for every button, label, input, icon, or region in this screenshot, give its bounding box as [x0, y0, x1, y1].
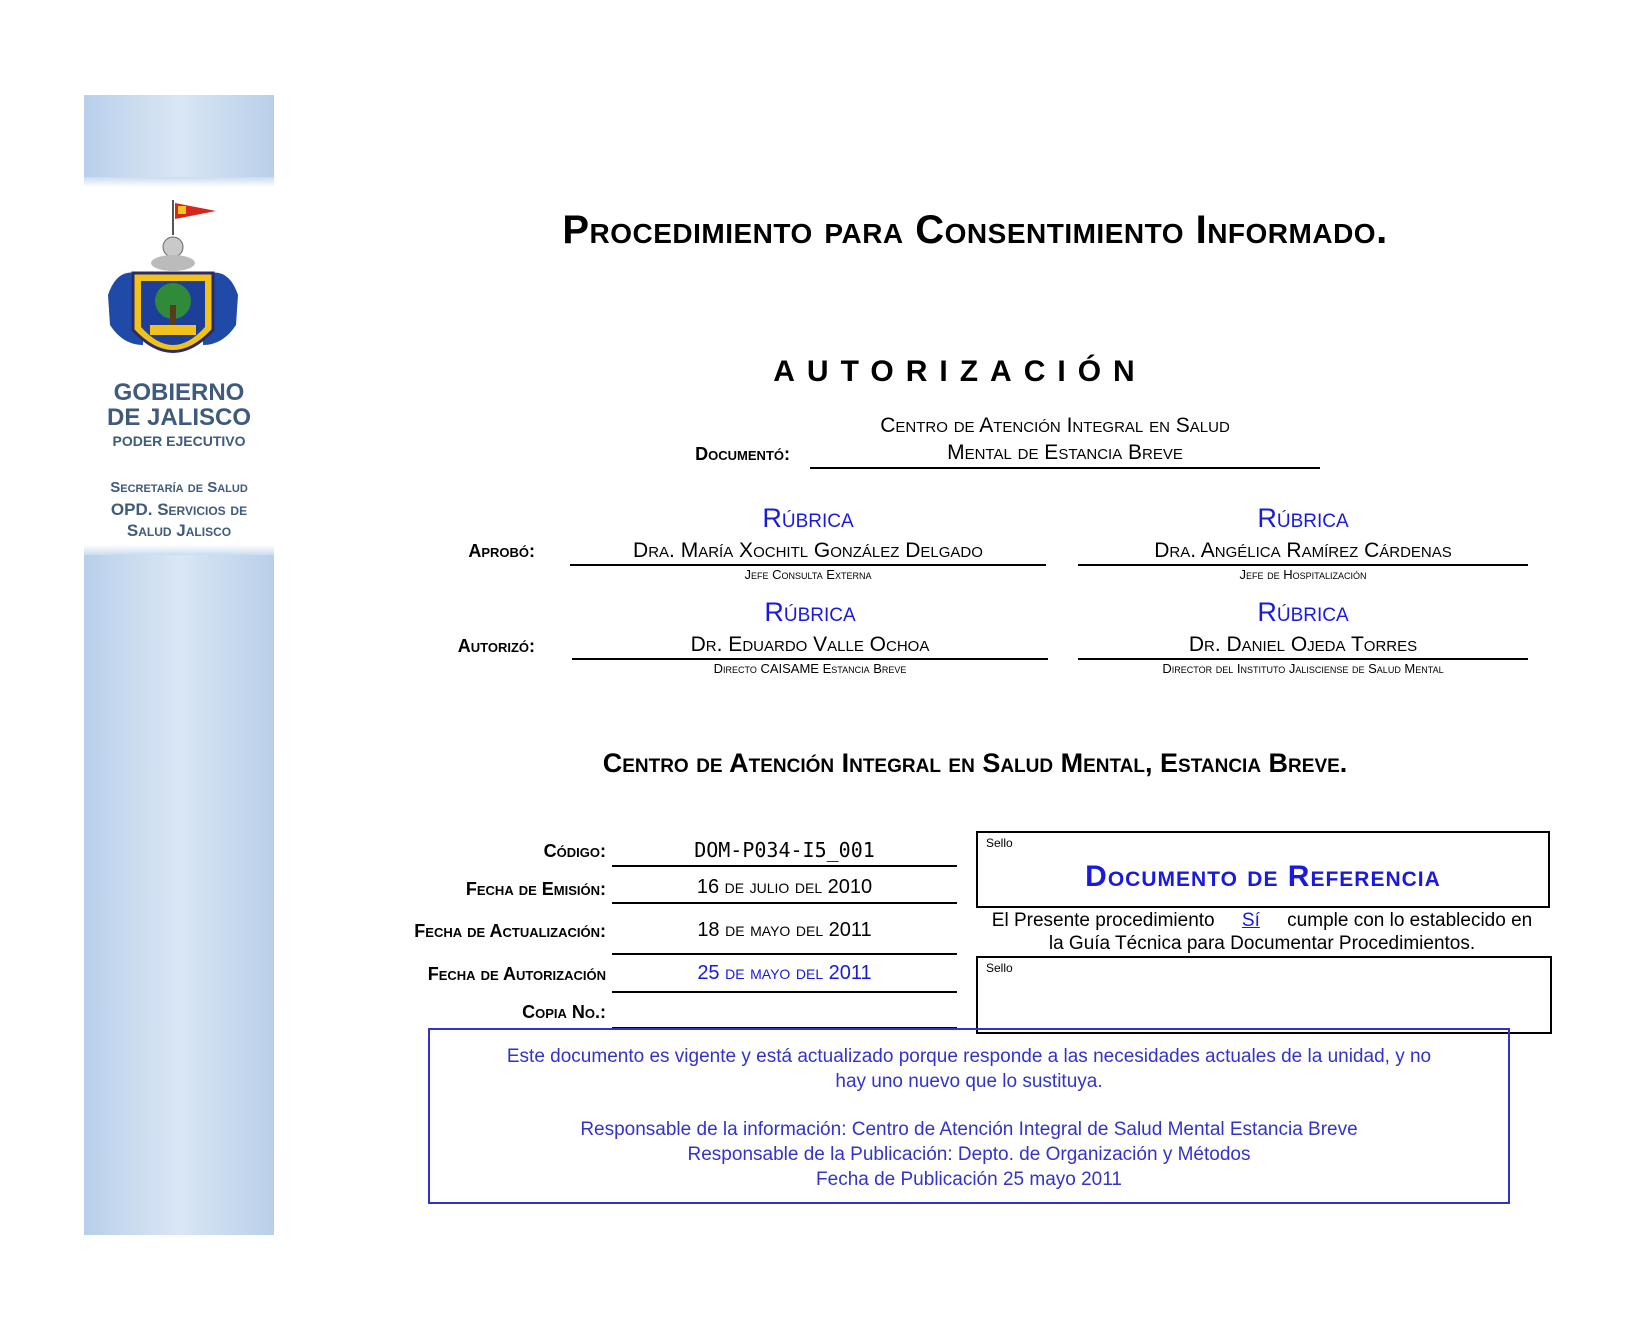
sello-label-bottom: Sello — [986, 961, 1013, 975]
copia-label: Copia No.: — [522, 1002, 606, 1022]
copia-value-line — [612, 1000, 957, 1029]
aprobo-label: Aprobó: — [468, 541, 535, 561]
secretaria-line2: OPD. Servicios de — [110, 500, 248, 519]
emision-value: 16 de julio del 2010 — [612, 876, 957, 904]
statement-line2: la Guía Técnica para Documentar Procedimientos. — [1048, 933, 1476, 954]
autorizo-left-role: Directo CAISAME Estancia Breve — [713, 661, 907, 676]
statement-before: El Presente procedimiento — [991, 910, 1215, 931]
document-title: Procedimiento para Consentimiento Informado. — [562, 208, 1388, 252]
documento-line2: Mental de Estancia Breve — [810, 441, 1320, 469]
autorizo-right-role: Director del Instituto Jalisciense de Salud Mental — [1162, 661, 1444, 676]
coat-of-arms-logo — [98, 195, 248, 375]
rubrica-autorizo-right: Rúbrica — [1257, 597, 1349, 627]
secretaria-line3: Salud Jalisco — [126, 521, 232, 540]
secretaria-line1: Secretaría de Salud — [110, 479, 248, 496]
actualizacion-label: Fecha de Actualización: — [414, 921, 606, 941]
sello-box-bottom — [976, 956, 1552, 1034]
sidebar-top-band — [84, 95, 274, 177]
sidebar-bottom-band — [84, 555, 274, 1235]
rubrica-aprobo-right: Rúbrica — [1257, 503, 1349, 533]
autorizacion-value: 25 de mayo del 2011 — [612, 962, 957, 993]
documento-label: Documentó: — [695, 444, 790, 464]
note-line5: Fecha de Publicación 25 mayo 2011 — [816, 1169, 1122, 1190]
authorization-heading: AUTORIZACIÓN — [773, 355, 1147, 388]
autorizo-label: Autorizó: — [457, 636, 535, 656]
note-line4: Responsable de la Publicación: Depto. de Organización y Métodos — [687, 1144, 1251, 1165]
aprobo-left-name: Dra. María Xochitl González Delgado — [570, 539, 1046, 566]
reference-stamp-box — [976, 831, 1550, 908]
note-line2: hay uno nuevo que lo sustituya. — [835, 1071, 1103, 1092]
rubrica-aprobo-left: Rúbrica — [762, 503, 854, 533]
autorizacion-label: Fecha de Autorización — [427, 964, 606, 984]
actualizacion-value: 18 de mayo del 2011 — [612, 919, 957, 955]
gov-name-line2: DE JALISCO — [106, 404, 252, 431]
autorizo-right-name: Dr. Daniel Ojeda Torres — [1078, 633, 1528, 660]
aprobo-right-name: Dra. Angélica Ramírez Cárdenas — [1078, 539, 1528, 566]
sidebar-fade-top — [84, 177, 274, 187]
documento-line1: Centro de Atención Integral en Salud — [880, 414, 1230, 437]
gov-name-line3: PODER EJECUTIVO — [112, 433, 246, 449]
statement-after: cumple con lo establecido en — [1287, 910, 1533, 931]
emision-label: Fecha de Emisión: — [465, 879, 606, 899]
note-line3: Responsable de la información: Centro de Atención Integral de Salud Mental Estancia Breve — [580, 1119, 1358, 1140]
center-title: Centro de Atención Integral en Salud Mental, Estancia Breve. — [602, 748, 1348, 778]
autorizo-left-name: Dr. Eduardo Valle Ochoa — [572, 633, 1048, 660]
statement-value: Sí — [1241, 910, 1260, 931]
gov-name-line1: GOBIERNO — [113, 379, 245, 406]
aprobo-left-role: Jefe Consulta Externa — [744, 567, 872, 582]
note-line1: Este documento es vigente y está actualizado porque responde a las necesidades actuales de la unidad, y no — [506, 1046, 1432, 1067]
codigo-value: DOM-P034-I5_001 — [612, 838, 957, 867]
vigencia-note-box — [428, 1028, 1510, 1204]
reference-title: Documento de Referencia — [1085, 860, 1441, 893]
codigo-label: Código: — [543, 841, 606, 861]
sidebar-fade-bottom — [84, 545, 274, 555]
aprobo-right-role: Jefe de Hospitalización — [1239, 567, 1367, 582]
reference-statement — [976, 909, 1548, 955]
sello-label-top: Sello — [986, 836, 1013, 850]
rubrica-autorizo-left: Rúbrica — [764, 597, 856, 627]
